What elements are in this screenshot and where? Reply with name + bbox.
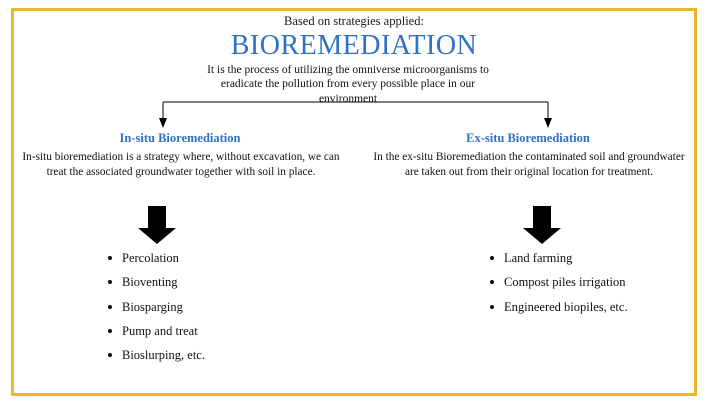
list-item: Land farming bbox=[490, 250, 655, 266]
list-item: Bioventing bbox=[108, 274, 258, 290]
page-title: BIOREMEDIATION bbox=[230, 30, 478, 61]
list-item: Pump and treat bbox=[108, 323, 258, 339]
list-item: Percolation bbox=[108, 250, 258, 266]
branch-description-in-situ: In-situ bioremediation is a strategy where, without excavation, we can treat the associated groundwater together with soil in place. bbox=[22, 151, 340, 178]
branch-items-in-situ bbox=[108, 250, 258, 371]
branch-description-ex-situ: In the ex-situ Bioremediation the contaminated soil and groundwater are taken out from their original location for treatment. bbox=[373, 151, 685, 178]
list-item: Compost piles irrigation bbox=[490, 274, 655, 290]
list-item: Biosparging bbox=[108, 299, 258, 315]
diagram-subtitle: Based on strategies applied: bbox=[284, 14, 424, 28]
list-item: Bioslurping, etc. bbox=[108, 347, 258, 363]
diagram-definition: It is the process of utilizing the omniverse microorganisms to eradicate the pollution from every possible place in our environment bbox=[207, 64, 489, 105]
list-item: Engineered biopiles, etc. bbox=[490, 299, 655, 315]
branch-title-in-situ: In-situ Bioremediation bbox=[119, 131, 241, 145]
branch-items-ex-situ bbox=[490, 250, 655, 323]
branch-title-ex-situ: Ex-situ Bioremediation bbox=[466, 131, 590, 145]
